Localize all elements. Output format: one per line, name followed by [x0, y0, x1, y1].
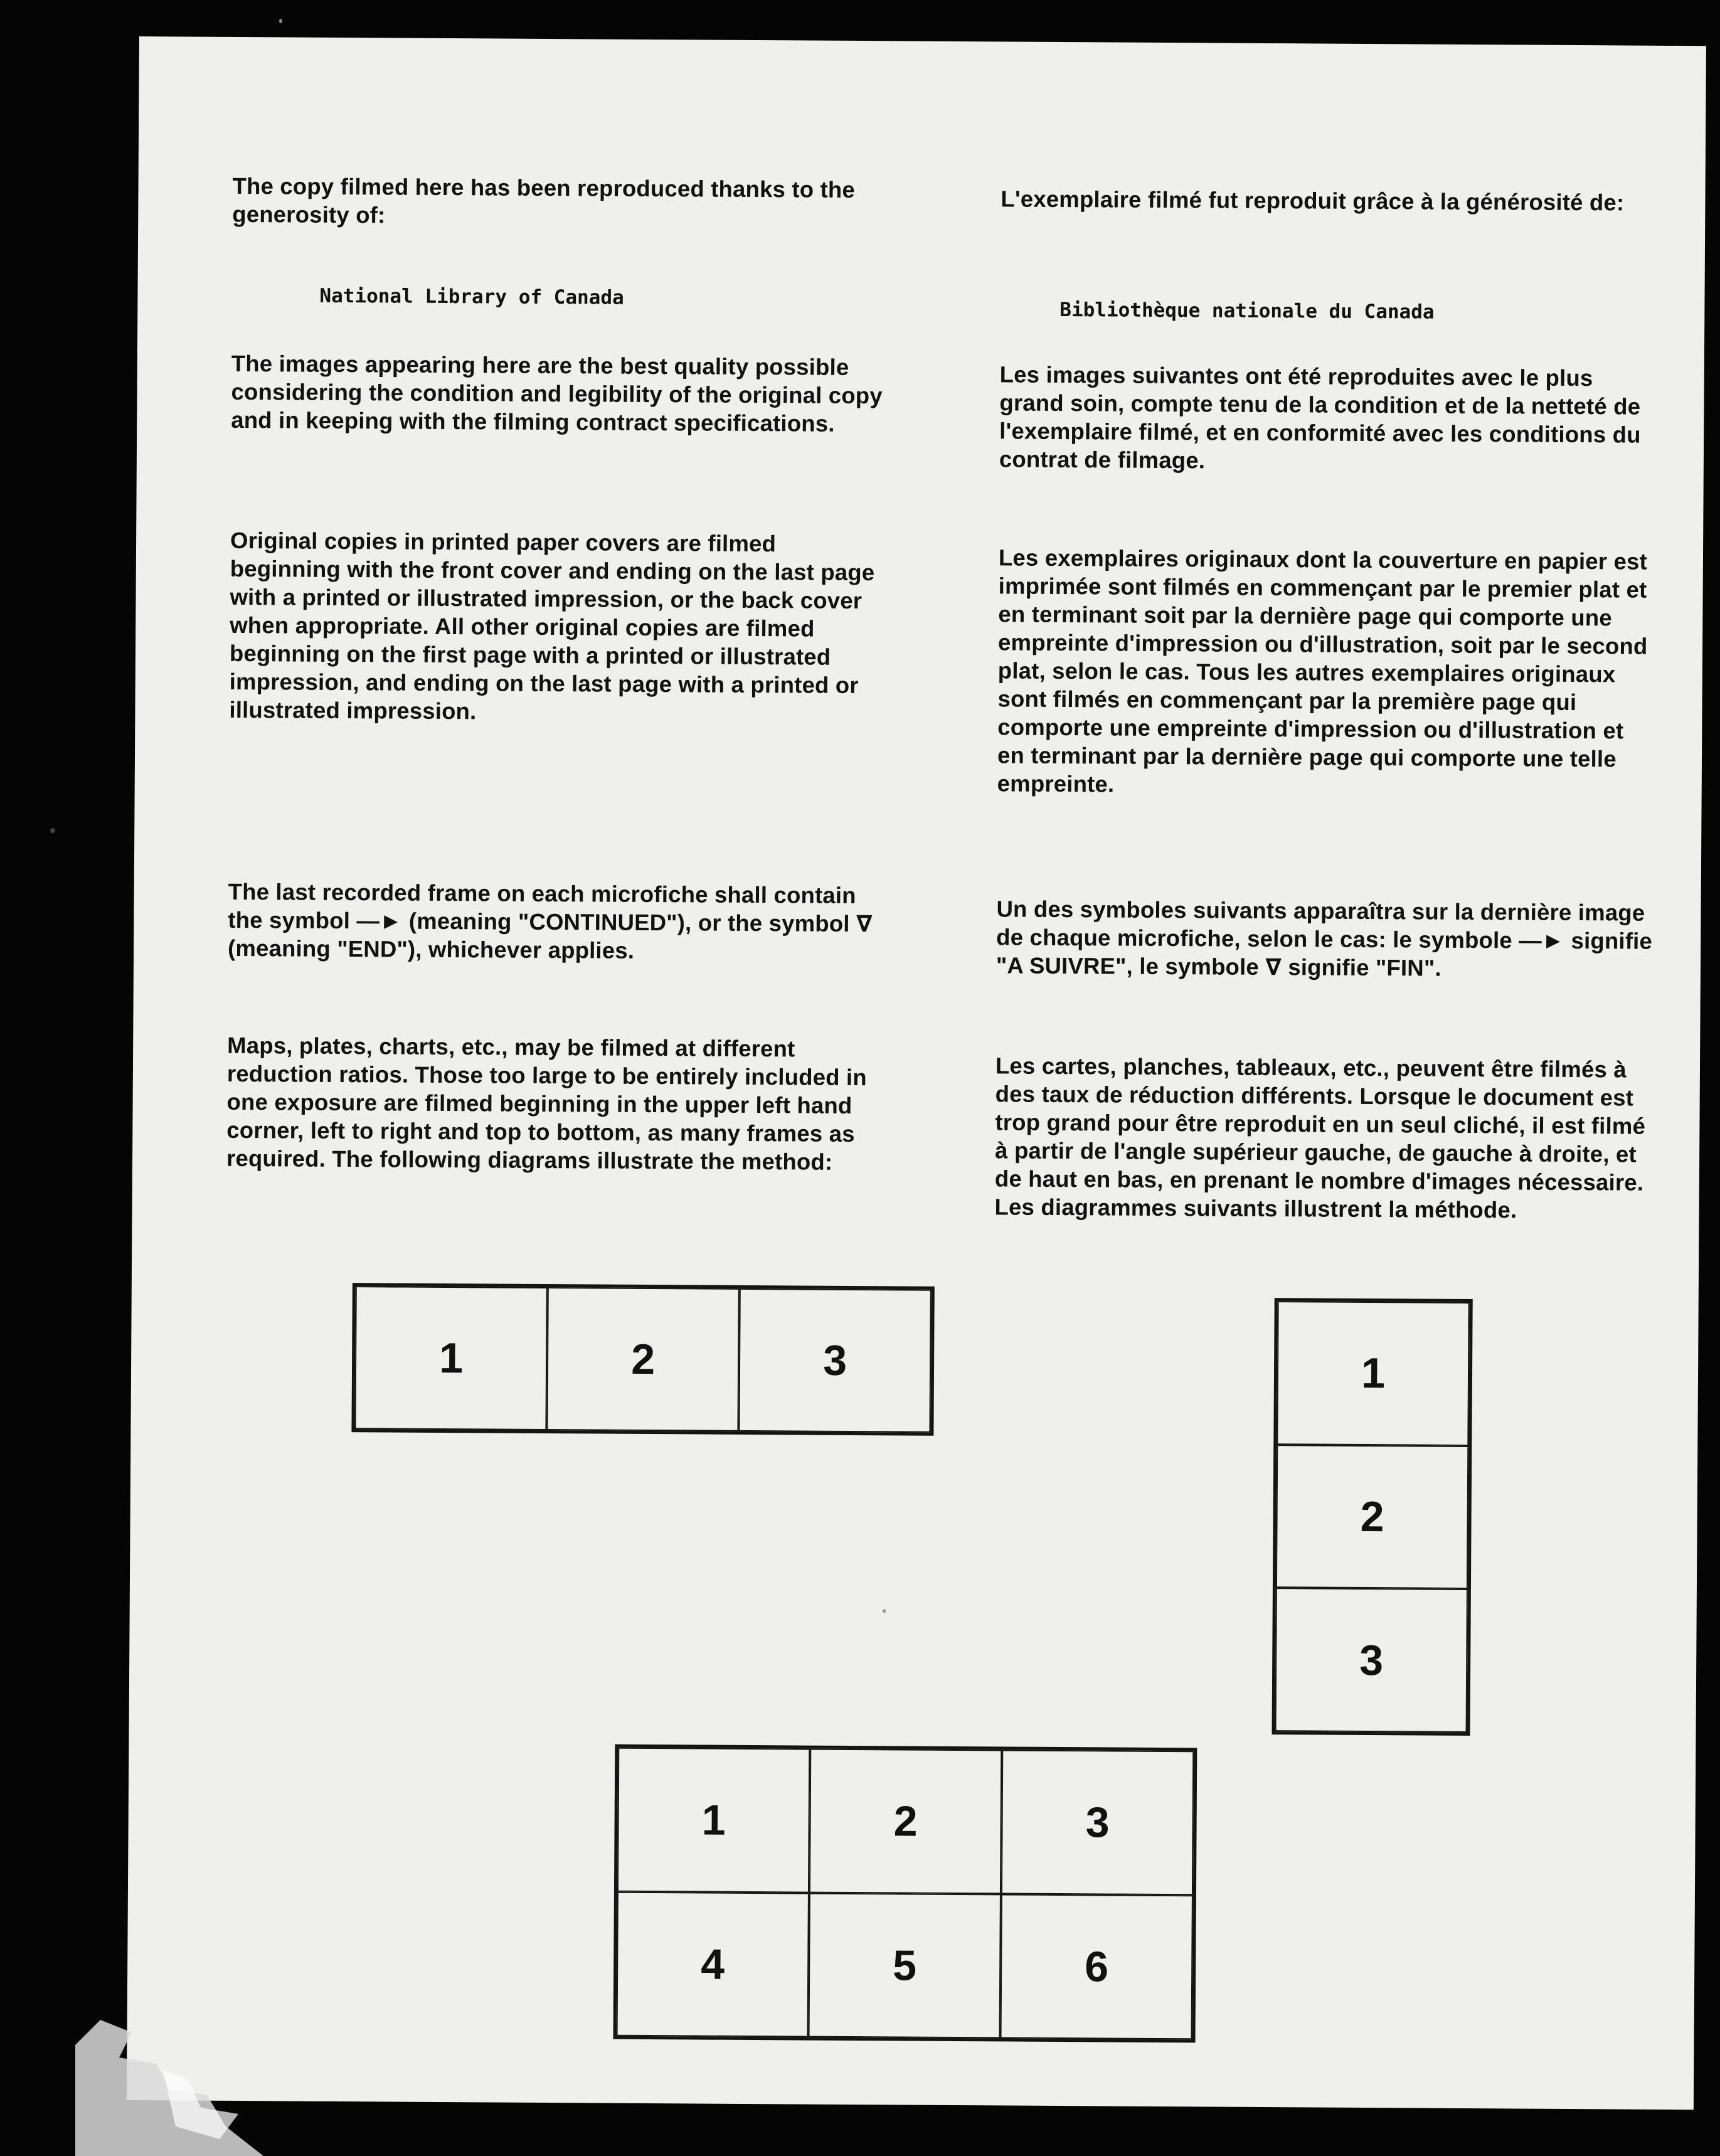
dust-speck [883, 1609, 886, 1613]
maps-text-fr: Les cartes, planches, tableaux, etc., peuvent être filmés à des taux de réduction différents. Lorsque le document est trop grand pour être reproduit en un seul cliché, il est filmé à partir de l'angle supérieur gauche, de gauche à droite, et de haut en bas, en prenant le nombre d'images nécessaire. Les diagrammes suivants illustrent la méthode. [994, 1053, 1646, 1223]
original-copies-text: Original copies in printed paper covers are filmed beginning with the front cover and ending on the last page with a printed or illustrated impression, or the back cover when appropriate. All other original copies are filmed beginning on the first page with a printed or illustrated impression, and ending on the last page with a printed or illustrated impression. [229, 527, 875, 725]
horizontal-frames-diagram [351, 1283, 934, 1436]
symbol-text-before-fr: Un des symboles suivants apparaîtra sur la dernière image de chaque microfiche, selon le cas: le symbole [996, 896, 1645, 953]
frame-cell: 2 [1276, 1445, 1468, 1590]
frame-cell: 1 [617, 1748, 810, 1893]
frame-cell: 1 [1277, 1301, 1469, 1446]
continued-symbol-icon: —► [356, 908, 403, 934]
frame-cell: 3 [738, 1288, 931, 1433]
frame-cell: 3 [1275, 1588, 1468, 1733]
frame-cell: 2 [809, 1749, 1002, 1894]
end-symbol-icon: ∇ [856, 911, 873, 937]
intro-text-fr: L'exemplaire filmé fut reproduit grâce à la générosité de: [1001, 186, 1625, 216]
symbol-text [228, 878, 881, 966]
frame-cell: 2 [546, 1287, 739, 1431]
symbol-text-middle: (meaning "CONTINUED"), or the symbol [408, 908, 850, 937]
intro-text: The copy filmed here has been reproduced thanks to the generosity of: [232, 173, 856, 228]
dust-speck [50, 828, 55, 833]
quality-text: The images appearing here are the best quality possible considering the condition and legibility of the original copy and in keeping with the filming contract specifications. [231, 350, 883, 437]
paper-sheet [127, 36, 1706, 2110]
frame-cell: 4 [617, 1892, 809, 2037]
symbol-text-after: (meaning "END"), whichever applies. [227, 935, 635, 964]
vertical-frames-diagram [1271, 1298, 1472, 1736]
maps-text: Maps, plates, charts, etc., may be filmed at different reduction ratios. Those too large to be entirely included in one exposure are filmed beginning in the upper left hand corner, left to right and top to bottom, as many frames as required. The following diagrams illustrate the method: [226, 1032, 867, 1175]
english-column [226, 131, 885, 1175]
library-name-fr: Bibliothèque nationale du Canada [1059, 298, 1435, 324]
frame-cell: 1 [354, 1286, 547, 1430]
frame-cell: 3 [1001, 1750, 1194, 1895]
symbol-text-after-fr: signifie "FIN". [1288, 954, 1441, 981]
french-column [994, 135, 1660, 1223]
original-copies-text-fr: Les exemplaires originaux dont la couverture en papier est imprimée sont filmés en commençant par le premier plat et en terminant soit par la dernière page qui comporte une empreinte d'impression ou d'illustration, soit par le second plat, selon le cas. Tous les autres exemplaires originaux sont filmés en commençant par la première page qui comporte une empreinte d'impression ou d'illustration et en terminant par la dernière page qui comporte une telle empreinte. [997, 544, 1648, 797]
torn-corner-artifact [75, 2020, 263, 2156]
dust-speck [279, 19, 282, 23]
symbol-text-middle-fr: signifie "A SUIVRE", le symbole [995, 927, 1653, 980]
end-symbol-icon-fr: ∇ [1265, 953, 1282, 980]
symbol-text-before: The last recorded frame on each microfiche shall contain the symbol [228, 878, 856, 934]
symbol-text-fr [996, 895, 1655, 983]
library-name: National Library of Canada [319, 284, 624, 309]
quality-text-fr: Les images suivantes ont été reproduites avec le plus grand soin, compte tenu de la condition et de la netteté de l'exemplaire filmé, et en conformité avec les conditions du contrat de filmage. [999, 361, 1641, 474]
grid-frames-diagram [613, 1744, 1197, 2043]
frame-cell: 5 [809, 1893, 1001, 2039]
continued-symbol-icon-fr: —► [1519, 927, 1565, 953]
frame-cell: 6 [1001, 1894, 1193, 2039]
